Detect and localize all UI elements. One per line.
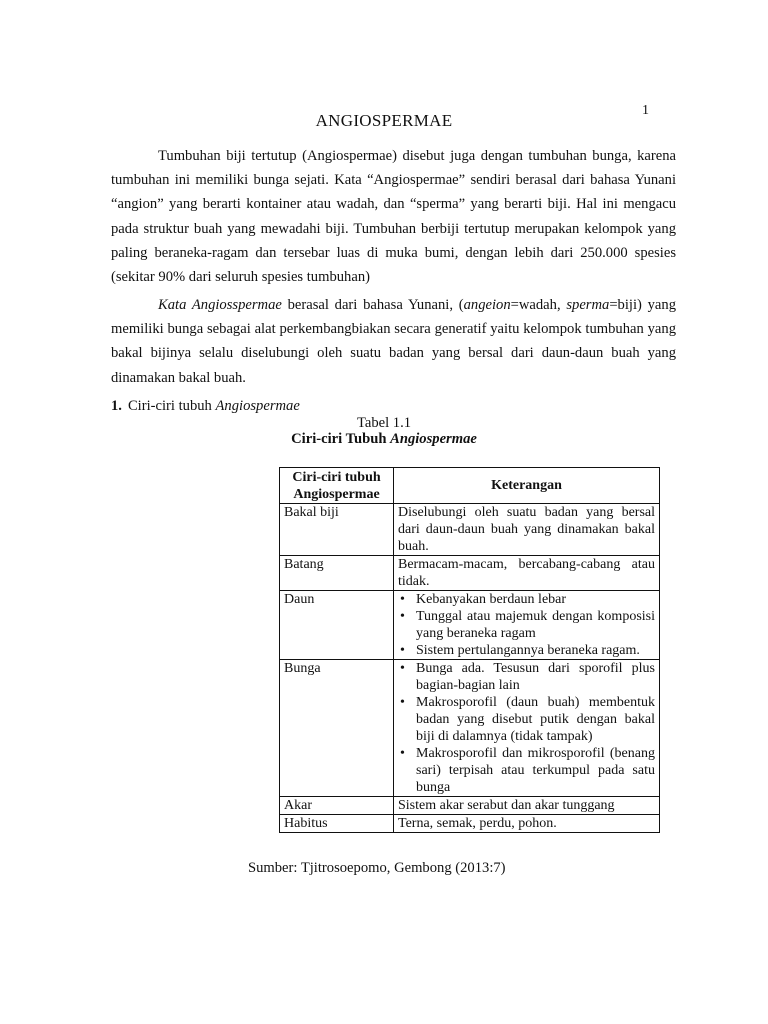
paragraph-term: angeion [463, 297, 511, 313]
table-row [280, 591, 660, 660]
list-item-text: Makrosporofil (daun buah) membentuk badan yang disebut putik dengan bakal biji di dalamnya (tidak tampak) [416, 695, 655, 744]
table-row [280, 815, 660, 833]
bullet-list [398, 660, 655, 796]
list-item [398, 642, 655, 659]
table-cell-text: Terna, semak, perdu, pohon. [394, 815, 660, 833]
bullet-icon: • [400, 609, 405, 624]
list-item [398, 608, 655, 642]
list-item-text: Kebanyakan berdaun lebar [416, 592, 567, 607]
list-item-text: Makrosporofil dan mikrosporofil (benang sari) terpisah atau terkumpul pada satu bunga [416, 746, 655, 795]
table-cell-list [394, 660, 660, 797]
list-item [398, 694, 655, 745]
paragraph-text: berasal dari bahasa Yunani, ( [281, 297, 464, 313]
paragraph-term: Kata Angiosspermae [158, 297, 282, 313]
paragraph-term: sperma [566, 297, 610, 313]
bullet-icon: • [400, 643, 405, 658]
section-italic: Angiospermae [215, 398, 300, 414]
bullet-icon: • [400, 592, 405, 607]
table-cell-label: Habitus [280, 815, 394, 833]
page-title: ANGIOSPERMAE [315, 111, 453, 130]
table-row [280, 504, 660, 556]
list-item-text: Sistem pertulangannya beraneka ragam. [416, 643, 640, 658]
table-header-cell: Ciri-ciri tubuh Angiospermae [280, 468, 394, 504]
table-cell-label: Daun [280, 591, 394, 660]
table-header-row [280, 468, 660, 504]
table-cell-label: Akar [280, 797, 394, 815]
bullet-list [398, 591, 655, 659]
table-caption-italic: Angiospermae [390, 431, 477, 447]
table-header-cell: Keterangan [394, 468, 660, 504]
table-cell-text: Diselubungi oleh suatu badan yang bersal dari daun-daun buah yang dinamakan bakal buah. [394, 504, 660, 556]
table-cell-list [394, 591, 660, 660]
list-item [398, 745, 655, 796]
paragraph-text: =biji) yang memiliki bunga sebagai alat perkembangbiakan secara generatif yaitu kelompok tumbuhan yang bakal bijinya selalu diselubungi oleh suatu badan yang bersal dari daun-daun buah yang dinamakan bakal buah. [111, 297, 676, 386]
table-cell-label: Bunga [280, 660, 394, 797]
bullet-icon: • [400, 746, 405, 761]
bullet-icon: • [400, 695, 405, 710]
table-cell-text: Bermacam-macam, bercabang-cabang atau tidak. [394, 556, 660, 591]
table-caption-title [0, 431, 768, 448]
list-item-text: Tunggal atau majemuk dengan komposisi yang beraneka ragam [416, 609, 655, 641]
paragraph-text: =wadah, [510, 297, 567, 313]
bullet-icon: • [400, 661, 405, 676]
list-item [398, 591, 655, 608]
table-row [280, 660, 660, 797]
paragraph-etymology [111, 293, 676, 390]
section-heading [111, 398, 300, 415]
characteristics-table [279, 467, 660, 833]
section-number: 1. [111, 398, 122, 414]
section-text: Ciri-ciri tubuh [127, 398, 216, 414]
page-number: 1 [642, 103, 649, 118]
paragraph-intro: Tumbuhan biji tertutup (Angiospermae) disebut juga dengan tumbuhan bunga, karena tumbuhan ini memiliki bunga sejati. Kata “Angiospermae” sendiri berasal dari bahasa Yunani “angion” yang berarti kontainer atau wadah, dan “sperma” yang berarti biji. Hal ini mengacu pada struktur buah yang mewadahi biji. Tumbuhan berbiji tertutup merupakan kelompok yang paling beraneka-ragam dan tersebar luas di muka bumi, dengan lebih dari 250.000 spesies (sekitar 90% dari seluruh spesies tumbuhan) [111, 148, 676, 286]
list-item [398, 660, 655, 694]
list-item-text: Bunga ada. Tesusun dari sporofil plus bagian-bagian lain [416, 661, 655, 693]
table-cell-label: Bakal biji [280, 504, 394, 556]
table-cell-label: Batang [280, 556, 394, 591]
table-row [280, 556, 660, 591]
table-caption-number: Tabel 1.1 [356, 415, 412, 431]
table-cell-text: Sistem akar serabut dan akar tunggang [394, 797, 660, 815]
table-source: Sumber: Tjitrosoepomo, Gembong (2013:7) [248, 860, 506, 876]
table-row [280, 797, 660, 815]
table-caption-text: Ciri-ciri Tubuh [291, 431, 391, 447]
